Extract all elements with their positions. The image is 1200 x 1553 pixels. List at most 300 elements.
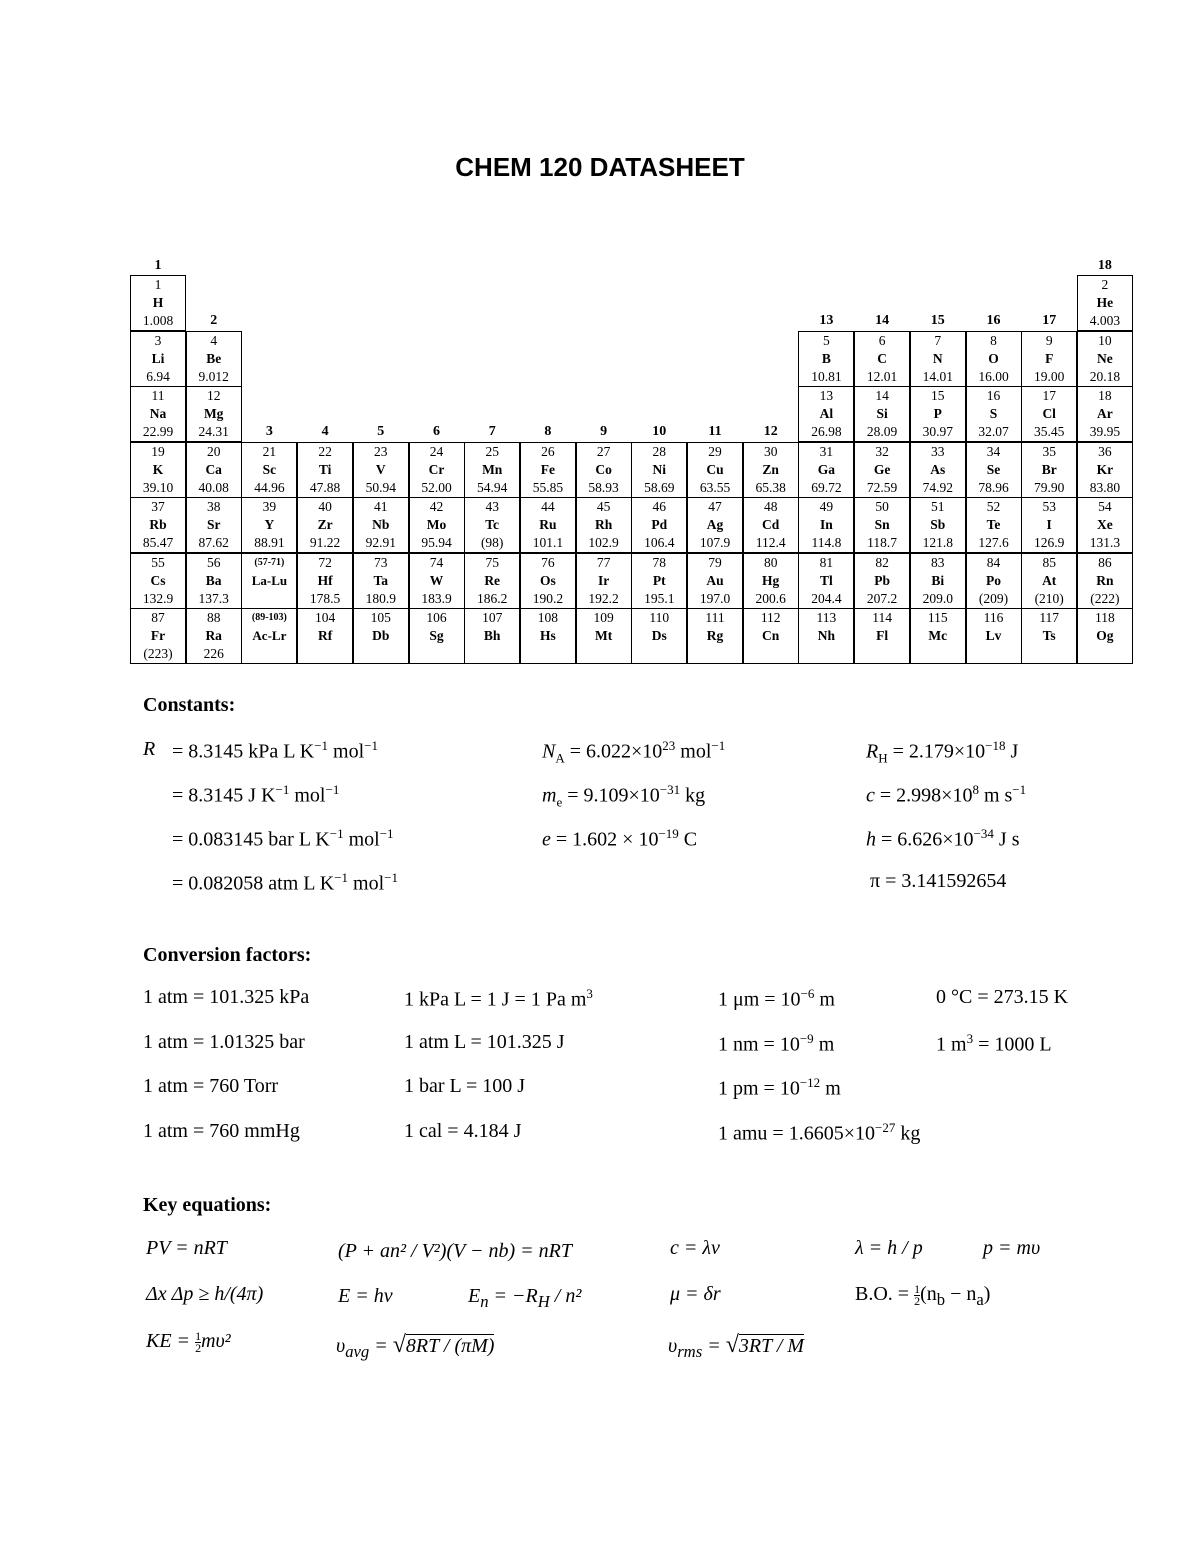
atomic-mass — [799, 645, 853, 663]
element-symbol: Ge — [873, 461, 891, 477]
atomic-number: 79 — [708, 554, 722, 570]
element-symbol: Sr — [206, 517, 221, 532]
elementary-charge: $e = 1.602 \times 10^{-19}$ C — [542, 826, 698, 851]
atomic-mass — [688, 645, 742, 663]
atomic-number: 44 — [541, 499, 555, 514]
atomic-number: 55 — [151, 554, 165, 570]
element-cell-mo — [409, 497, 465, 553]
atomic-number: (57-71) — [254, 556, 285, 568]
element-cell-pd — [631, 497, 687, 553]
atomic-number: 88 — [206, 610, 221, 625]
atomic-mass: 204.4 — [811, 590, 842, 606]
atomic-mass: 4.003 — [1089, 313, 1121, 328]
element-symbol: Bi — [931, 572, 945, 588]
gas-constant-atm: = 0.082058 atm L $K^{-1}$ mol$^{-1}$ — [172, 870, 398, 895]
element-symbol: Ru — [539, 517, 557, 532]
element-symbol: Al — [819, 406, 834, 421]
element-cell-hg — [743, 553, 799, 609]
group-label-5: 5 — [377, 424, 385, 439]
atomic-mass: 20.18 — [1089, 368, 1121, 384]
element-cell-ti — [297, 442, 353, 498]
atomic-number: 110 — [649, 610, 670, 625]
atomic-mass: 12.01 — [866, 368, 898, 384]
element-symbol: Na — [149, 406, 167, 421]
element-symbol: Cl — [1042, 406, 1056, 421]
element-symbol: He — [1096, 295, 1114, 310]
atomic-number: 112 — [760, 610, 781, 625]
picometer: 1 pm = $10^{-12}$ m — [718, 1075, 841, 1100]
atomic-mass: (223) — [143, 646, 173, 661]
atomic-number: 48 — [763, 499, 778, 514]
element-symbol: Fe — [540, 461, 556, 477]
atomic-mass: 131.3 — [1089, 535, 1121, 550]
element-symbol: Ts — [1042, 628, 1056, 643]
atomic-number: 12 — [206, 388, 221, 403]
element-cell-xe — [1077, 497, 1133, 553]
atomic-mass: 226 — [203, 646, 224, 661]
element-cell-os — [520, 553, 576, 609]
element-symbol: Y — [264, 517, 275, 532]
element-symbol: W — [429, 572, 444, 588]
atomic-number: 32 — [875, 443, 889, 459]
amu-kg: 1 amu = $1.6605\times 10^{-27}$ kg — [718, 1120, 921, 1145]
atomic-mass: 178.5 — [309, 590, 341, 606]
element-cell-f — [1021, 331, 1077, 387]
atomic-number: 43 — [485, 499, 499, 514]
element-cell-w — [409, 553, 465, 609]
element-symbol: Ds — [651, 628, 667, 643]
element-cell-sr — [186, 497, 242, 553]
atomic-number: 27 — [596, 443, 611, 459]
element-symbol: Si — [876, 406, 888, 421]
element-cell-rh — [576, 497, 632, 553]
element-symbol: Ac-Lr — [252, 628, 287, 643]
atomic-number: 3 — [154, 332, 162, 348]
element-symbol: Lv — [985, 628, 1002, 643]
atomic-number: (89-103) — [251, 612, 287, 623]
planck-constant: $h = 6.626\times 10^{-34}$ J s — [866, 826, 1020, 851]
atomic-mass: 78.96 — [978, 479, 1009, 495]
element-cell-he — [1077, 275, 1133, 331]
element-cell-na — [130, 386, 186, 442]
atomic-mass: 74.92 — [922, 479, 953, 495]
group-label-3: 3 — [265, 424, 273, 439]
group-label-17: 17 — [1042, 313, 1057, 328]
element-symbol: Kr — [1096, 461, 1114, 477]
element-symbol: Og — [1096, 628, 1114, 643]
atomic-number: 118 — [1095, 610, 1115, 625]
element-symbol: Po — [986, 572, 1001, 588]
atomic-number: 38 — [206, 499, 221, 514]
atomic-mass: 118.7 — [867, 535, 898, 550]
element-cell-i — [1021, 497, 1077, 553]
element-symbol: Nh — [817, 628, 836, 643]
element-cell-se — [966, 442, 1022, 498]
group-label-2: 2 — [210, 313, 218, 328]
atomic-mass: (98) — [480, 535, 504, 550]
element-cell-rb — [130, 497, 186, 553]
group-label-11: 11 — [708, 424, 722, 439]
atomic-number: 14 — [875, 388, 889, 403]
atomic-number: 52 — [986, 499, 1001, 514]
atomic-mass: 183.9 — [421, 590, 452, 606]
atomic-mass: 32.07 — [978, 424, 1009, 439]
atomic-mass: (222) — [1090, 590, 1120, 606]
atomic-number: 56 — [206, 554, 221, 570]
atomic-number: 18 — [1098, 388, 1112, 403]
element-symbol: Rn — [1096, 572, 1114, 588]
atomic-number: 5 — [823, 332, 830, 348]
atomic-mass: 186.2 — [477, 590, 508, 606]
dipole-moment: μ = δr — [670, 1283, 721, 1305]
element-symbol: Be — [206, 350, 222, 366]
element-cell-bi — [910, 553, 966, 609]
element-cell-tl — [798, 553, 854, 609]
atomic-mass: 58.69 — [644, 479, 675, 495]
average-speed: $\upsilon_{avg} = √8RT / (\pi M)$ — [336, 1332, 495, 1361]
element-symbol: Hf — [317, 572, 333, 588]
element-cell-pt — [631, 553, 687, 609]
atomic-number: 21 — [262, 443, 277, 459]
element-symbol: P — [933, 406, 942, 421]
element-symbol: C — [877, 350, 887, 366]
atm-bar: 1 atm = 1.01325 bar — [143, 1031, 305, 1053]
element-cell-zn — [743, 442, 799, 498]
element-cell-mt — [576, 608, 632, 664]
element-symbol: Tc — [485, 517, 500, 532]
element-cell-o — [966, 331, 1022, 387]
atm-kpa: 1 atm = 101.325 kPa — [143, 986, 310, 1008]
element-symbol: Cd — [762, 517, 780, 532]
atomic-number: 24 — [429, 443, 444, 459]
atomic-mass — [855, 645, 909, 663]
atomic-mass: 79.90 — [1034, 479, 1065, 495]
atomic-number: 47 — [708, 499, 722, 514]
group-label-8: 8 — [544, 424, 552, 439]
atomic-number: 109 — [593, 610, 614, 625]
atomic-mass: 102.9 — [588, 535, 619, 550]
atomic-number: 54 — [1098, 499, 1112, 514]
element-symbol: As — [930, 461, 946, 477]
gas-constant-kpa: = 8.3145 kPa L $K^{-1}$ mol$^{-1}$ — [172, 738, 379, 763]
atomic-mass — [465, 645, 519, 663]
atomic-number: 25 — [485, 443, 499, 459]
atomic-mass: 10.81 — [811, 368, 842, 384]
atomic-number: 45 — [596, 499, 611, 514]
cubic-meter-liter: 1 $m^3 = 1000$ L — [936, 1031, 1052, 1056]
element-symbol: Sb — [930, 517, 946, 532]
element-cell-tc — [464, 497, 520, 553]
bohr-energy: $E_n = -R_H / n^2$ — [468, 1285, 582, 1311]
element-symbol: Mc — [928, 628, 948, 643]
element-symbol: Re — [484, 572, 501, 588]
atomic-mass: 65.38 — [755, 479, 786, 495]
element-cell-b — [798, 331, 854, 387]
atomic-mass: 44.96 — [254, 479, 285, 495]
element-cell-y — [241, 497, 297, 553]
element-cell-ta — [353, 553, 409, 609]
element-symbol: Fl — [876, 628, 889, 643]
group-label-14: 14 — [875, 313, 890, 328]
electron-mass: $m_e = 9.109\times 10^{-31}$ kg — [542, 782, 706, 810]
element-cell-ru — [520, 497, 576, 553]
group-label-16: 16 — [986, 313, 1001, 328]
page-title: CHEM 120 DATASHEET — [455, 152, 745, 182]
atomic-number: 20 — [206, 443, 221, 459]
gas-constant-bar: = 0.083145 bar L $K^{-1}$ mol$^{-1}$ — [172, 826, 394, 851]
bond-order: B.O. = $\frac{1}{2}$ $(n_b - n_a)$ — [855, 1281, 991, 1309]
atomic-number: 1 — [154, 277, 162, 292]
atomic-mass: 52.00 — [421, 479, 452, 495]
element-symbol: Sn — [874, 517, 890, 532]
element-symbol: Ga — [817, 461, 836, 477]
gas-constant-symbol: R — [143, 738, 156, 760]
atomic-mass: 28.09 — [866, 424, 898, 439]
atomic-number: 46 — [652, 499, 667, 514]
atomic-mass: 114.8 — [811, 535, 842, 550]
atomic-number: 42 — [429, 499, 444, 514]
element-cell-db — [353, 608, 409, 664]
element-cell-pb — [854, 553, 910, 609]
element-symbol: Fr — [150, 628, 166, 643]
element-cell-nh — [798, 608, 854, 664]
wave-equation: c = λν — [670, 1237, 720, 1259]
atomic-number: 28 — [652, 443, 667, 459]
atomic-mass: 127.6 — [978, 535, 1009, 550]
gas-constant-joule: = 8.3145 J $K^{-1}$ mol$^{-1}$ — [172, 782, 340, 807]
atomic-mass: 85.47 — [142, 535, 174, 550]
atomic-mass: 209.0 — [922, 590, 953, 606]
atomic-number: 83 — [931, 554, 945, 570]
atomic-number: 29 — [708, 443, 722, 459]
atm-torr: 1 atm = 760 Torr — [143, 1075, 279, 1097]
atomic-number: 104 — [314, 610, 336, 625]
uncertainty-principle: Δx Δp ≥ h/(4π) — [146, 1283, 264, 1305]
element-symbol: Se — [986, 461, 1001, 477]
group-label-6: 6 — [433, 424, 440, 439]
atomic-mass: 39.95 — [1089, 424, 1121, 439]
element-cell-li — [130, 331, 186, 387]
element-cell-ag — [687, 497, 743, 553]
photon-energy: E = hν — [338, 1285, 393, 1307]
atomic-number: 17 — [1042, 388, 1056, 403]
element-symbol: Bh — [483, 628, 501, 643]
element-cell-co — [576, 442, 632, 498]
atomic-mass: 197.0 — [699, 590, 731, 606]
atomic-mass: 101.1 — [532, 535, 564, 550]
element-symbol: Mn — [482, 461, 503, 477]
element-symbol: I — [1046, 517, 1052, 532]
atomic-mass: 207.2 — [866, 590, 898, 606]
element-symbol: Sc — [262, 461, 277, 477]
atomic-number: 13 — [819, 388, 834, 403]
nanometer: 1 nm = $10^{-9}$ m — [718, 1031, 835, 1056]
atomic-number: 115 — [927, 610, 948, 625]
element-cell-la-lu — [241, 553, 297, 609]
atomic-mass: 19.00 — [1034, 368, 1065, 384]
atomic-number: 40 — [318, 499, 332, 514]
speed-of-light: $c = 2.998\times 10^8$ m $s^{-1}$ — [866, 782, 1027, 807]
element-symbol: Pb — [874, 572, 890, 588]
atomic-number: 73 — [374, 554, 388, 570]
group-label-18: 18 — [1097, 257, 1112, 273]
element-symbol: Ir — [597, 572, 610, 588]
atomic-number: 108 — [537, 610, 559, 625]
element-symbol: Br — [1041, 461, 1057, 477]
element-cell-rf — [297, 608, 353, 664]
atomic-mass: 47.88 — [309, 479, 341, 495]
atomic-number: 30 — [763, 443, 778, 459]
element-cell-po — [966, 553, 1022, 609]
ideal-gas-law: PV = nRT — [146, 1237, 227, 1259]
element-symbol: Ca — [205, 461, 222, 477]
atomic-mass — [410, 645, 464, 663]
atomic-number: 22 — [318, 443, 332, 459]
kpa-l-joule: 1 kPa L = 1 J = 1 Pa $m^3$ — [404, 986, 593, 1011]
group-label-13: 13 — [819, 313, 834, 328]
atomic-mass: 1.008 — [142, 313, 174, 328]
element-cell-te — [966, 497, 1022, 553]
element-cell-sg — [409, 608, 465, 664]
element-cell-al — [798, 386, 854, 442]
element-symbol: Te — [986, 517, 1001, 532]
atomic-mass: 121.8 — [922, 535, 953, 550]
element-cell-mg — [186, 386, 242, 442]
atomic-number: 84 — [986, 554, 1001, 570]
element-symbol: Nb — [372, 517, 390, 532]
atomic-mass: 40.08 — [198, 479, 229, 495]
element-symbol: Sg — [429, 628, 444, 643]
element-symbol: N — [932, 350, 943, 366]
element-cell-fr — [130, 608, 186, 664]
element-cell-bh — [464, 608, 520, 664]
element-cell-rn — [1077, 553, 1133, 609]
atomic-mass: 22.99 — [142, 424, 174, 439]
atomic-mass: 137.3 — [198, 590, 229, 606]
element-cell-ts — [1021, 608, 1077, 664]
element-symbol: Ti — [318, 461, 332, 477]
bar-l-joule: 1 bar L = 100 J — [404, 1075, 526, 1097]
atomic-number: 50 — [875, 499, 889, 514]
element-symbol: Mo — [426, 517, 447, 532]
atomic-number: 26 — [541, 443, 555, 459]
van-der-waals-equation: (P + an² / V²)(V − nb) = nRT — [338, 1240, 572, 1262]
atomic-number: 86 — [1098, 554, 1112, 570]
element-symbol: Cn — [762, 628, 780, 643]
atomic-number: 49 — [819, 499, 834, 514]
atomic-mass: (209) — [978, 590, 1009, 606]
atomic-number: 78 — [652, 554, 667, 570]
element-symbol: Ba — [205, 572, 222, 588]
periodic-table — [0, 0, 1200, 700]
atomic-mass: (210) — [1034, 590, 1064, 606]
group-label-12: 12 — [763, 424, 778, 439]
element-symbol: S — [989, 406, 998, 421]
atomic-mass: 63.55 — [699, 479, 731, 495]
atomic-mass — [1022, 645, 1076, 663]
atomic-mass: 72.59 — [866, 479, 898, 495]
element-cell-nb — [353, 497, 409, 553]
atomic-number: 51 — [931, 499, 945, 514]
element-cell-rg — [687, 608, 743, 664]
element-cell-lv — [966, 608, 1022, 664]
element-cell-ga — [798, 442, 854, 498]
atomic-number: 41 — [374, 499, 388, 514]
element-symbol: Zr — [317, 517, 333, 532]
element-cell-n — [910, 331, 966, 387]
atomic-mass: 24.31 — [198, 424, 229, 439]
element-cell-cn — [743, 608, 799, 664]
de-broglie-equation: λ = h / p — [855, 1237, 923, 1259]
atomic-number: 76 — [541, 554, 555, 570]
atm-mmhg: 1 atm = 760 mmHg — [143, 1120, 300, 1142]
micrometer: 1 $\mu m = 10^{-6}$ m — [718, 986, 835, 1011]
element-symbol: O — [988, 350, 999, 366]
group-label-9: 9 — [600, 424, 608, 439]
atomic-mass — [298, 645, 352, 663]
element-symbol: V — [375, 461, 386, 477]
element-cell-br — [1021, 442, 1077, 498]
atomic-mass: 87.62 — [198, 535, 229, 550]
element-cell-c — [854, 331, 910, 387]
element-cell-sb — [910, 497, 966, 553]
celsius-kelvin: 0 °C = 273.15 K — [936, 986, 1069, 1008]
element-symbol: Ar — [1097, 406, 1113, 421]
element-symbol: Ni — [652, 461, 667, 477]
atomic-number: 37 — [151, 499, 165, 514]
group-label-10: 10 — [652, 424, 667, 439]
atomic-number: 31 — [819, 443, 834, 459]
element-symbol: Db — [372, 628, 390, 643]
element-symbol: Co — [595, 461, 612, 477]
element-cell-og — [1077, 608, 1133, 664]
element-symbol: Rh — [594, 517, 613, 532]
element-cell-sc — [241, 442, 297, 498]
atomic-number: 82 — [875, 554, 889, 570]
atomic-number: 9 — [1045, 332, 1053, 348]
atomic-number: 72 — [318, 554, 332, 570]
element-cell-sn — [854, 497, 910, 553]
atomic-mass: 14.01 — [922, 368, 953, 384]
atomic-number: 11 — [151, 388, 165, 403]
element-symbol: K — [152, 461, 164, 477]
atomic-number: 105 — [370, 610, 391, 625]
element-symbol: Ag — [706, 517, 724, 532]
atomic-mass: 95.94 — [421, 535, 452, 550]
atomic-mass: 200.6 — [755, 590, 786, 606]
atomic-mass: 30.97 — [922, 424, 953, 439]
atomic-number: 81 — [819, 554, 834, 570]
element-symbol: Au — [706, 572, 724, 588]
atomic-mass — [521, 645, 575, 663]
atomic-number: 36 — [1098, 443, 1112, 459]
atomic-mass — [242, 645, 296, 663]
element-cell-hs — [520, 608, 576, 664]
atomic-number: 80 — [763, 554, 778, 570]
element-symbol: Xe — [1097, 517, 1113, 532]
atomic-mass: 9.012 — [198, 368, 229, 384]
atomic-mass: 132.9 — [142, 590, 174, 606]
element-symbol: Rf — [317, 628, 333, 643]
element-cell-ge — [854, 442, 910, 498]
atomic-mass: 91.22 — [309, 535, 341, 550]
atomic-number: 16 — [986, 388, 1001, 403]
atomic-mass: 58.93 — [588, 479, 619, 495]
atomic-mass: 192.2 — [588, 590, 619, 606]
atomic-mass — [911, 645, 965, 663]
atomic-number: 116 — [983, 610, 1004, 625]
element-cell-in — [798, 497, 854, 553]
